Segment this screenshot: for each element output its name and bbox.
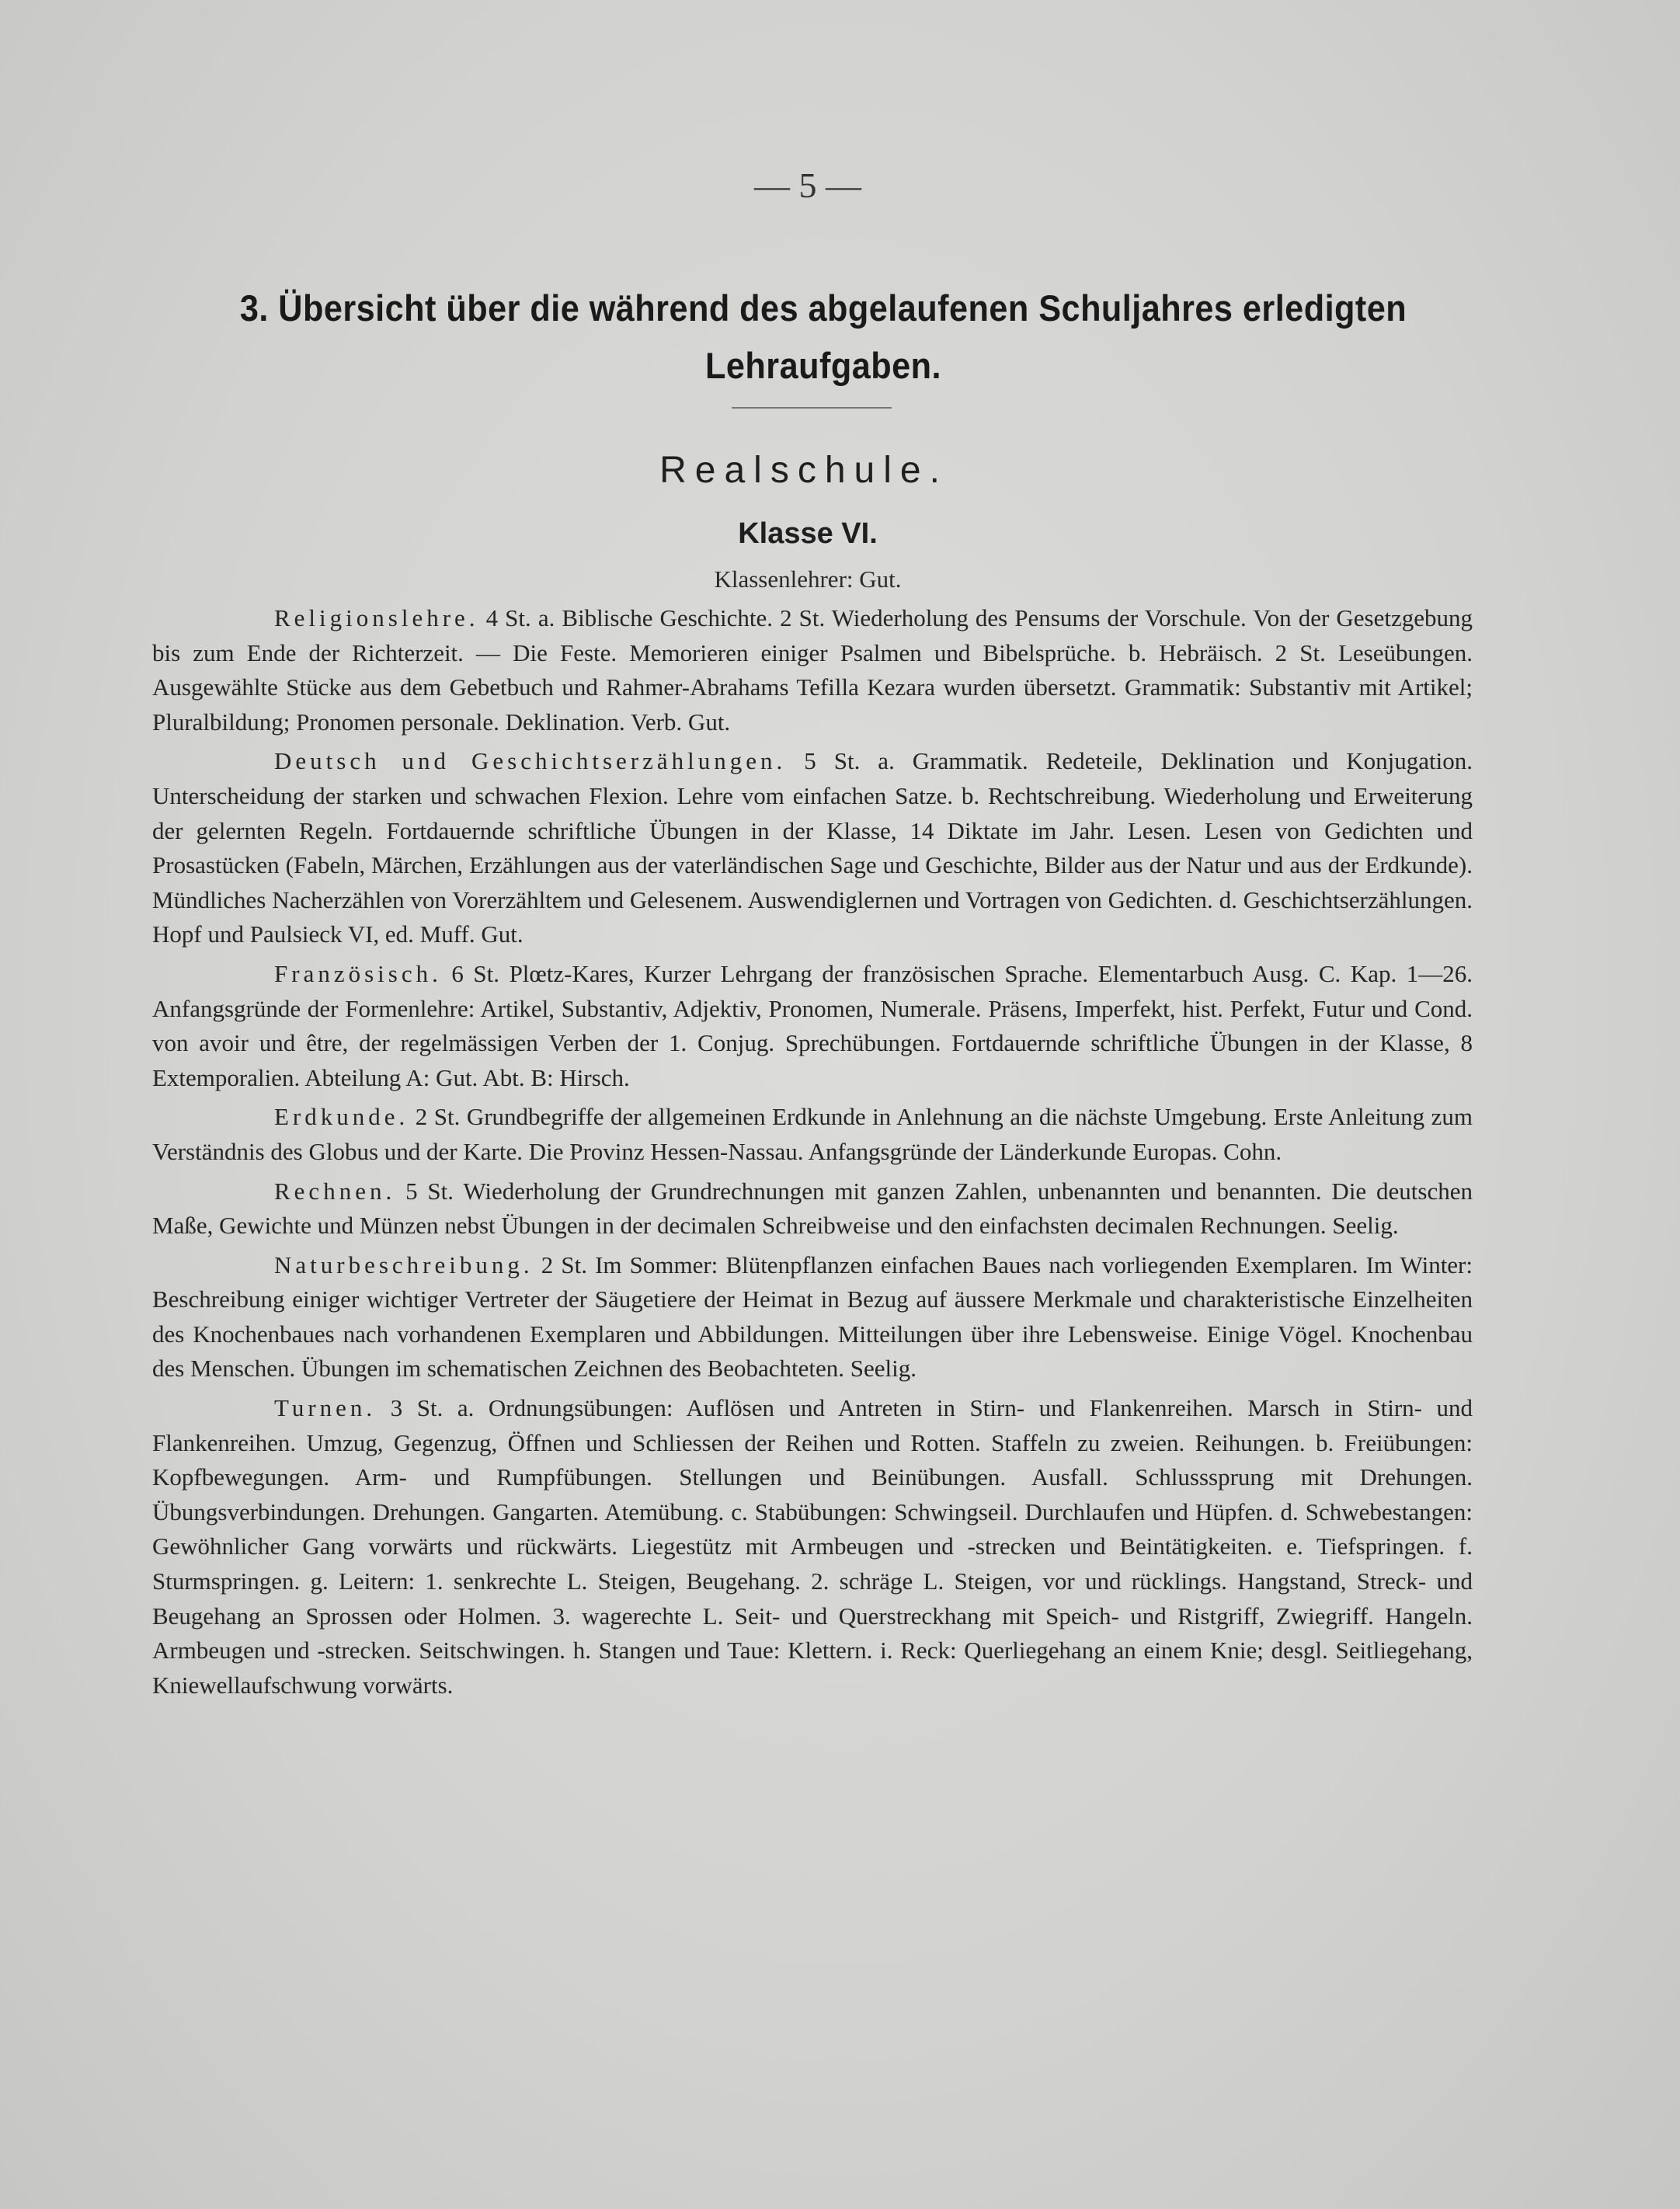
paragraph-text: 5 St. a. Grammatik. Redeteile, Deklination und Konjugation. Unterscheidung der starken und schwachen Flexion. Lehre vom einfachen Satze. b. Rechtschreibung. Wiederholung und Erweiterung der gelernten Regeln. Fortdauernde schriftliche Übungen in der Klasse, 14 Diktate im Jahr. Lesen. Lesen von Gedichten und Prosastücken (Fabeln, Märchen, Erzählungen aus der vaterländischen Sage und Geschichte, Bilder aus der Natur und aus der Erdkunde). Mündliches Nacherzählen von Vorerzähltem und Gelesenem. Auswendiglernen und Vortragen von Gedichten. d. Geschichtserzählungen. Hopf und Paulsieck VI, ed. Muff. Gut.	[152, 747, 1473, 948]
paragraph-erdkunde	[152, 1100, 1473, 1169]
paragraph-religion	[152, 601, 1473, 739]
class-title: Klasse VI.	[738, 517, 878, 550]
paragraph-deutsch	[152, 744, 1473, 952]
page-number: — 5 —	[754, 165, 861, 205]
school-title: Realschule.	[659, 450, 948, 491]
paragraph-text: 2 St. Grundbegriffe der allgemeinen Erdkunde in Anlehnung an die nächste Umgebung. Erste Anleitung zum Verständnis des Globus und der Karte. Die Provinz Hessen-Nassau. Anfangsgründe der Länderkunde Europas. Cohn.	[152, 1103, 1473, 1165]
subject-label: Deutsch und Geschichtserzählungen.	[274, 747, 787, 775]
subject-label: Französisch.	[274, 959, 442, 987]
paragraph-text: 4 St. a. Biblische Geschichte. 2 St. Wiederholung des Pensums der Vorschule. Von der Gesetzgebung bis zum Ende der Richterzeit. — Die Feste. Memorieren einiger Psalmen und Bibelsprüche. b. Hebräisch. 2 St. Leseübungen. Ausgewählte Stücke aus dem Gebetbuch und Rahmer-Abrahams Tefilla Kezara wurden übersetzt. Grammatik: Substantiv mit Artikel; Pluralbildung; Pronomen personale. Deklination. Verb. Gut.	[152, 604, 1473, 736]
subject-label: Erdkunde.	[274, 1103, 409, 1131]
paragraph-turnen	[152, 1391, 1473, 1703]
paragraph-rechnen	[152, 1174, 1473, 1244]
subject-label: Turnen.	[274, 1394, 377, 1422]
paragraph-text: 2 St. Im Sommer: Blütenpflanzen einfachen Baues nach vorliegenden Exemplaren. Im Winter: Beschreibung einiger wichtiger Vertreter der Säugetiere der Heimat in Bezug auf äussere Merkmale und charakteristische Einzelheiten des Knochenbaues nach vorhandenen Exemplaren und Abbildungen. Mitteilungen über ihre Lebensweise. Einige Vögel. Knochenbau des Menschen. Übungen im schematischen Zeichnen des Beobachteten. Seelig.	[152, 1251, 1473, 1383]
subject-label: Naturbeschreibung.	[274, 1251, 534, 1278]
subject-label: Rechnen.	[274, 1177, 396, 1205]
paragraph-naturbeschreibung	[152, 1248, 1473, 1386]
section-heading: 3. Übersicht über die während des abgelaufenen Schuljahres erledigten Lehraufgaben.	[239, 287, 1407, 386]
paragraph-franzoesisch	[152, 957, 1473, 1095]
divider-rule	[732, 407, 892, 409]
paragraph-text: 3 St. a. Ordnungsübungen: Auflösen und Antreten in Stirn- und Flankenreihen. Marsch in Stirn- und Flankenreihen. Umzug, Gegenzug, Öffnen und Schliessen der Reihen und Rotten. Staffeln zu zweien. Reihungen. b. Freiübungen: Kopfbewegungen. Arm- und Rumpfübungen. Stellungen und Beinübungen. Ausfall. Schlusssprung mit Drehungen. Übungsverbindungen. Drehungen. Gangarten. Atemübung. c. Stabübungen: Schwingseil. Durchlaufen und Hüpfen. d. Schwebestangen: Gewöhnlicher Gang vorwärts und rückwärts. Liegestütz mit Armbeugen und -strecken und Beintätigkeiten. e. Tiefspringen. f. Sturmspringen. g. Leitern: 1. senkrechte L. Steigen, Beugehang. 2. schräge L. Steigen, vor und rücklings. Hangstand, Streck- und Beugehang an Sprossen oder Holmen. 3. wagerechte L. Seit- und Querstreckhang mit Speich- und Ristgriff, Zwiegriff. Hangeln. Armbeugen und -strecken. Seitschwingen. h. Stangen und Taue: Klettern. i. Reck: Querliegehang an einem Knie; desgl. Seitliegehang, Kniewellaufschwung vorwärts.	[152, 1394, 1473, 1699]
paragraph-text: 5 St. Wiederholung der Grundrechnungen mit ganzen Zahlen, unbenannten und benannten. Die deutschen Maße, Gewichte und Münzen nebst Übungen in der decimalen Schreibweise und den einfachsten decimalen Rechnungen. Seelig.	[152, 1177, 1473, 1240]
curriculum-body	[152, 601, 1473, 1707]
paragraph-text: 6 St. Plœtz-Kares, Kurzer Lehrgang der französischen Sprache. Elementarbuch Ausg. C. Kap. 1—26. Anfangsgründe der Formenlehre: Artikel, Substantiv, Adjektiv, Pronomen, Numerale. Präsens, Imperfekt, hist. Perfekt, Futur und Cond. von avoir und être, der regelmässigen Verben der 1. Conjug. Sprechübungen. Fortdauernde schriftliche Übungen in der Klasse, 8 Extemporalien. Abteilung A: Gut. Abt. B: Hirsch.	[152, 959, 1473, 1091]
class-teacher: Klassenlehrer: Gut.	[714, 565, 902, 593]
subject-label: Religionslehre.	[274, 604, 479, 631]
